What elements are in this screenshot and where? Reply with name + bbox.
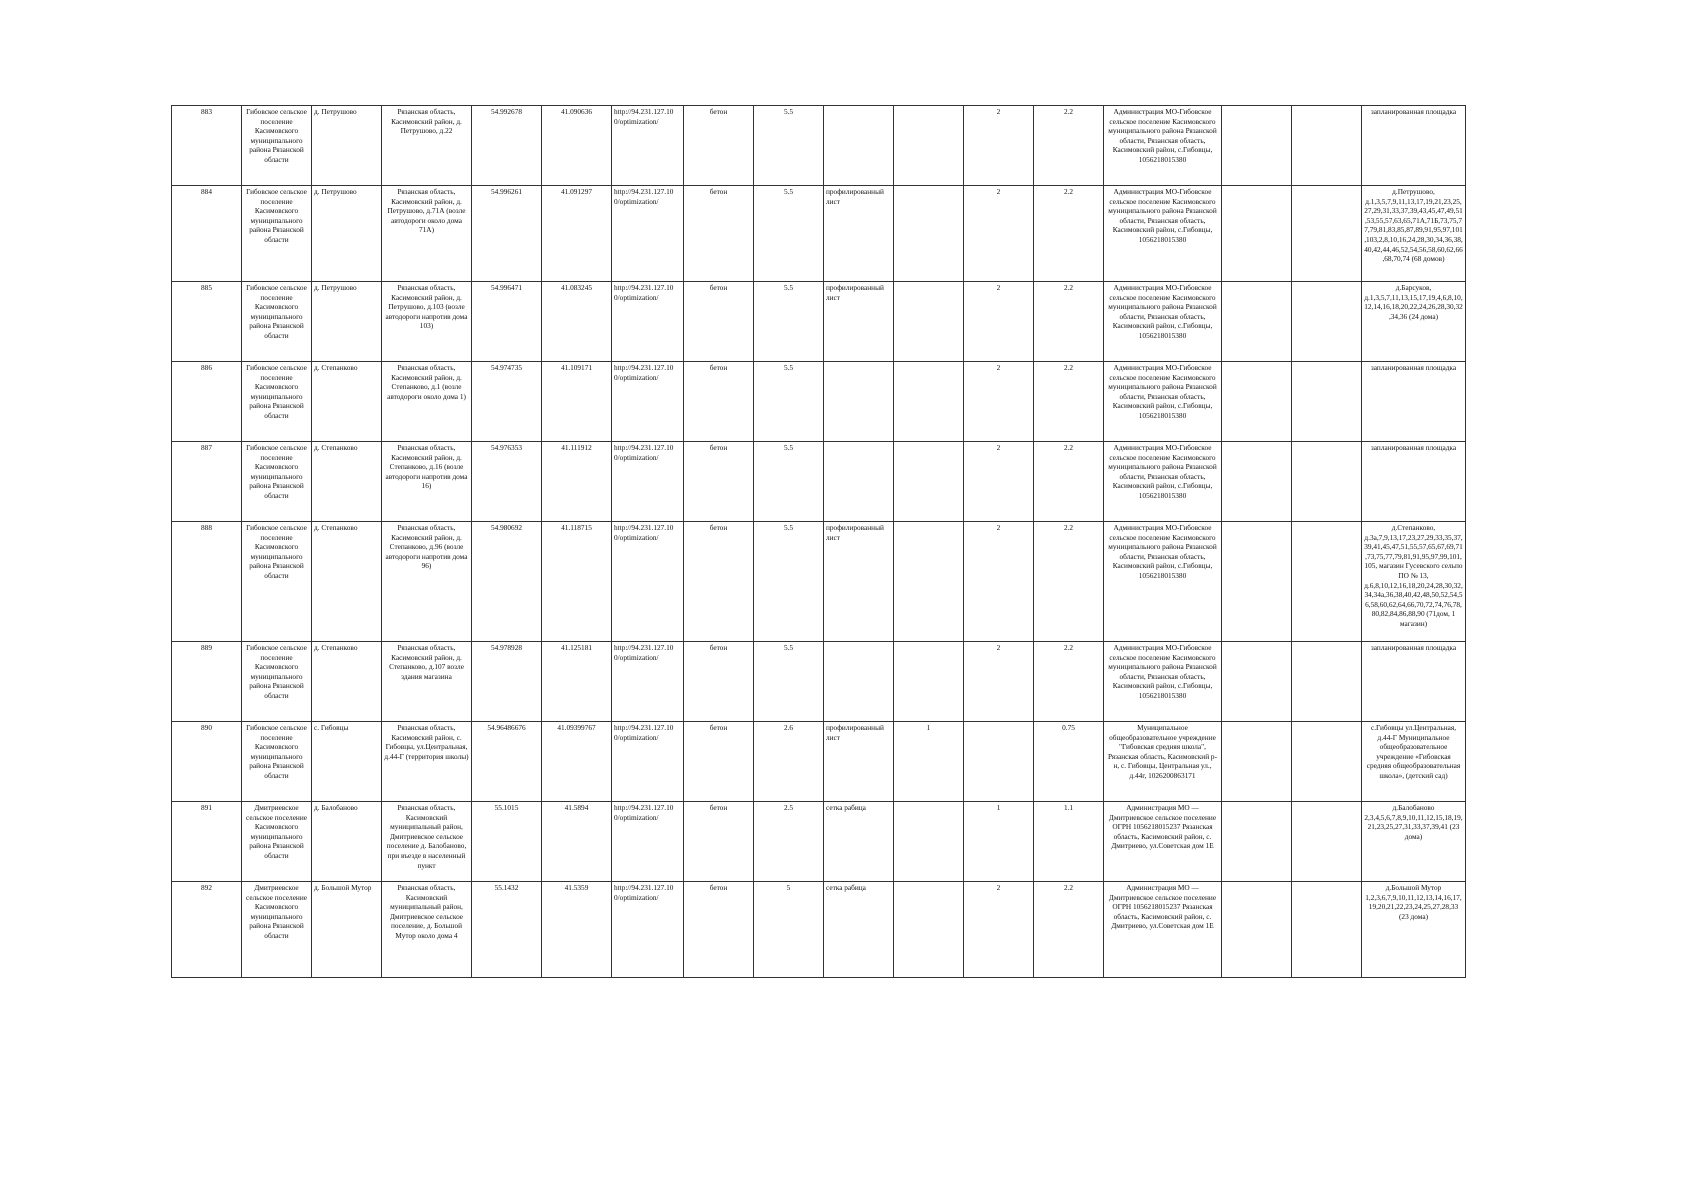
container-volume-cell: 2.2 (1034, 442, 1104, 522)
area-cell: 5.5 (754, 442, 824, 522)
containers-count-cell: 2 (964, 106, 1034, 186)
container-volume-cell: 0.75 (1034, 722, 1104, 802)
surface-cell: бетон (684, 882, 754, 978)
waste-sources-cell: д.Петрушово, д.1,3,5,7,9,11,13,17,19,21,23,25,27,29,31,33,37,39,43,45,47,49,51,53,55,57,63,65,71А,71Б,73,75,77,79,81,83,85,87,89,91,95,97,101,103,2,8,10,16,24,28,30,34,36,38,40,42,44,46,52,54,56,58,60,62,66,68,70,74 (68 домов) (1362, 186, 1466, 282)
longitude-cell: 41.09399767 (542, 722, 612, 802)
longitude-cell: 41.118715 (542, 522, 612, 642)
extra-cell-2 (1292, 722, 1362, 802)
containers-count-cell: 1 (964, 802, 1034, 882)
longitude-cell: 41.083245 (542, 282, 612, 362)
longitude-cell: 41.5359 (542, 882, 612, 978)
photo-link-cell[interactable]: http://94.231.127.10 0/optimization/ (612, 282, 684, 362)
containers-count-cell (964, 722, 1034, 802)
surface-cell: бетон (684, 522, 754, 642)
surface-cell: бетон (684, 722, 754, 802)
row-number: 891 (172, 802, 242, 882)
photo-link-cell[interactable]: http://94.231.127.10 0/optimization/ (612, 882, 684, 978)
area-cell: 2.6 (754, 722, 824, 802)
latitude-cell: 55.1015 (472, 802, 542, 882)
surface-cell: бетон (684, 106, 754, 186)
locality-cell: д. Петрушово (312, 282, 382, 362)
locality-cell: д. Большой Мутор (312, 882, 382, 978)
owner-cell: Администрация МО-Гибовское сельское поселение Касимовского муниципального района Рязанской области, Рязанская область, Касимовский район, с.Гибовцы, 1056218015380 (1104, 442, 1222, 522)
fence-cell: профилированный лист (824, 522, 894, 642)
container-volume-cell: 2.2 (1034, 882, 1104, 978)
settlement-cell: Гибовское сельское поселение Касимовского муниципального района Рязанской области (242, 282, 312, 362)
row-number: 887 (172, 442, 242, 522)
containers-planned-cell (894, 442, 964, 522)
area-cell: 5.5 (754, 186, 824, 282)
extra-cell-2 (1292, 186, 1362, 282)
table-row (172, 362, 1466, 442)
extra-cell-2 (1292, 802, 1362, 882)
containers-count-cell: 2 (964, 882, 1034, 978)
container-volume-cell: 2.2 (1034, 642, 1104, 722)
latitude-cell: 54.992678 (472, 106, 542, 186)
settlement-cell: Гибовское сельское поселение Касимовского муниципального района Рязанской области (242, 362, 312, 442)
waste-sources-cell: д.Балобаново 2,3,4,5,6,7,8,9,10,11,12,15,18,19,21,23,25,27,31,33,37,39,41 (23 дома) (1362, 802, 1466, 882)
locality-cell: д. Степанково (312, 522, 382, 642)
area-cell: 5.5 (754, 106, 824, 186)
photo-link-cell[interactable]: http://94.231.127.10 0/optimization/ (612, 642, 684, 722)
photo-link-cell[interactable]: http://94.231.127.10 0/optimization/ (612, 442, 684, 522)
waste-sources-cell: запланированная площадка (1362, 106, 1466, 186)
settlement-cell: Гибовское сельское поселение Касимовского муниципального района Рязанской области (242, 442, 312, 522)
table-row (172, 106, 1466, 186)
extra-cell-2 (1292, 106, 1362, 186)
extra-cell-2 (1292, 362, 1362, 442)
table-row (172, 282, 1466, 362)
containers-planned-cell (894, 282, 964, 362)
surface-cell: бетон (684, 282, 754, 362)
table-row (172, 722, 1466, 802)
fence-cell: сетка рабица (824, 802, 894, 882)
settlement-cell: Гибовское сельское поселение Касимовского муниципального района Рязанской области (242, 722, 312, 802)
table-row (172, 186, 1466, 282)
locality-cell: д. Петрушово (312, 186, 382, 282)
longitude-cell: 41.091297 (542, 186, 612, 282)
containers-planned-cell (894, 642, 964, 722)
owner-cell: Муниципальное общеобразовательное учреждение "Гибовская средняя школа", Рязанская область, Касимовский р-н, с. Гибовцы, Центральная ул., д.44г, 1026200863171 (1104, 722, 1222, 802)
locality-cell: д. Степанково (312, 642, 382, 722)
locality-cell: д. Балобаново (312, 802, 382, 882)
row-number: 888 (172, 522, 242, 642)
settlement-cell: Гибовское сельское поселение Касимовского муниципального района Рязанской области (242, 642, 312, 722)
extra-cell-2 (1292, 522, 1362, 642)
container-volume-cell: 2.2 (1034, 186, 1104, 282)
containers-count-cell: 2 (964, 522, 1034, 642)
fence-cell: сетка рабица (824, 882, 894, 978)
waste-sources-cell: запланированная площадка (1362, 362, 1466, 442)
owner-cell: Администрация МО — Дмитриевское сельское поселение ОГРН 1056218015237 Рязанская область, Касимовский район, с. Дмитриево, ул.Советская дом 1Е (1104, 882, 1222, 978)
extra-cell (1222, 802, 1292, 882)
registry-sheet (171, 105, 1466, 978)
containers-count-cell: 2 (964, 442, 1034, 522)
area-cell: 5.5 (754, 282, 824, 362)
photo-link-cell[interactable]: http://94.231.127.10 0/optimization/ (612, 362, 684, 442)
containers-planned-cell (894, 362, 964, 442)
owner-cell: Администрация МО-Гибовское сельское поселение Касимовского муниципального района Рязанской области, Рязанская область, Касимовский район, с.Гибовцы, 1056218015380 (1104, 642, 1222, 722)
surface-cell: бетон (684, 642, 754, 722)
waste-sources-cell: д.Степанково, д.3а,7,9,13,17,23,27,29,33,35,37,39,41,45,47,51,55,57,65,67,69,71,73,75,77,79,81,91,95,97,99,101,105, магазин Гусевского сельпо ПО № 13, д.6,8,10,12,16,18,20,24,28,30,32,34,34а,36,38,40,42,48,50,52,54,56,58,60,62,64,66,70,72,74,76,78,80,82,84,86,88,90 (71дом, 1 магазин) (1362, 522, 1466, 642)
waste-sources-cell: с.Гибовцы ул.Центральная, д.44-Г Муниципальное общеобразовательное учреждение «Гибовская средняя общеобразовательная школа», (детский сад) (1362, 722, 1466, 802)
settlement-cell: Гибовское сельское поселение Касимовского муниципального района Рязанской области (242, 522, 312, 642)
container-volume-cell: 2.2 (1034, 106, 1104, 186)
waste-sources-cell: запланированная площадка (1362, 642, 1466, 722)
address-cell: Рязанская область, Касимовский район, д. Петрушово, д.103 (возле автодороги напротив дома 103) (382, 282, 472, 362)
table-row (172, 522, 1466, 642)
extra-cell (1222, 722, 1292, 802)
table-row (172, 802, 1466, 882)
fence-cell: профилированный лист (824, 186, 894, 282)
surface-cell: бетон (684, 362, 754, 442)
area-cell: 5 (754, 882, 824, 978)
owner-cell: Администрация МО-Гибовское сельское поселение Касимовского муниципального района Рязанской области, Рязанская область, Касимовский район, с.Гибовцы, 1056218015380 (1104, 106, 1222, 186)
longitude-cell: 41.125181 (542, 642, 612, 722)
settlement-cell: Дмитриевское сельское поселение Касимовского муниципального района Рязанской области (242, 882, 312, 978)
address-cell: Рязанская область, Касимовский район, д. Степанково, д.1 (возле автодороги около дома 1) (382, 362, 472, 442)
extra-cell-2 (1292, 882, 1362, 978)
photo-link-cell[interactable]: http://94.231.127.10 0/optimization/ (612, 802, 684, 882)
latitude-cell: 54.996261 (472, 186, 542, 282)
fence-cell (824, 642, 894, 722)
owner-cell: Администрация МО-Гибовское сельское поселение Касимовского муниципального района Рязанской области, Рязанская область, Касимовский район, с.Гибовцы, 1056218015380 (1104, 186, 1222, 282)
extra-cell-2 (1292, 442, 1362, 522)
container-volume-cell: 2.2 (1034, 522, 1104, 642)
containers-planned-cell (894, 522, 964, 642)
extra-cell (1222, 362, 1292, 442)
container-volume-cell: 2.2 (1034, 282, 1104, 362)
containers-planned-cell (894, 186, 964, 282)
settlement-cell: Дмитриевское сельское поселение Касимовского муниципального района Рязанской области (242, 802, 312, 882)
table-row (172, 442, 1466, 522)
extra-cell (1222, 282, 1292, 362)
surface-cell: бетон (684, 802, 754, 882)
extra-cell (1222, 186, 1292, 282)
owner-cell: Администрация МО-Гибовское сельское поселение Касимовского муниципального района Рязанской области, Рязанская область, Касимовский район, с.Гибовцы, 1056218015380 (1104, 282, 1222, 362)
latitude-cell: 55.1432 (472, 882, 542, 978)
row-number: 889 (172, 642, 242, 722)
address-cell: Рязанская область, Касимовский район, д. Степанково, д.96 (возле автодороги напротив дома 96) (382, 522, 472, 642)
owner-cell: Администрация МО — Дмитриевское сельское поселение ОГРН 1056218015237 Рязанская область, Касимовский район, с. Дмитриево, ул.Советская дом 1Е (1104, 802, 1222, 882)
row-number: 884 (172, 186, 242, 282)
extra-cell (1222, 882, 1292, 978)
registry-rows (172, 106, 1466, 978)
address-cell: Рязанская область, Касимовский муниципальный район, Дмитриевское сельское поселение д. Балобаново, при въезде в населенный пункт (382, 802, 472, 882)
longitude-cell: 41.109171 (542, 362, 612, 442)
area-cell: 2.5 (754, 802, 824, 882)
longitude-cell: 41.111912 (542, 442, 612, 522)
extra-cell (1222, 442, 1292, 522)
containers-count-cell: 2 (964, 362, 1034, 442)
address-cell: Рязанская область, Касимовский район, д. Петрушово, д.22 (382, 106, 472, 186)
containers-planned-cell (894, 802, 964, 882)
container-volume-cell: 2.2 (1034, 362, 1104, 442)
containers-count-cell: 2 (964, 282, 1034, 362)
fence-cell: профилированный лист (824, 282, 894, 362)
containers-count-cell: 2 (964, 186, 1034, 282)
row-number: 886 (172, 362, 242, 442)
fence-cell (824, 362, 894, 442)
address-cell: Рязанская область, Касимовский район, д. Петрушово, д.71А (возле автодороги около дома 71А) (382, 186, 472, 282)
container-volume-cell: 1.1 (1034, 802, 1104, 882)
fence-cell (824, 442, 894, 522)
locality-cell: с. Гибовцы (312, 722, 382, 802)
longitude-cell: 41.5894 (542, 802, 612, 882)
photo-link-cell[interactable]: http://94.231.127.10 0/optimization/ (612, 186, 684, 282)
locality-cell: д. Степанково (312, 442, 382, 522)
row-number: 883 (172, 106, 242, 186)
extra-cell-2 (1292, 282, 1362, 362)
photo-link-cell[interactable]: http://94.231.127.10 0/optimization/ (612, 722, 684, 802)
settlement-cell: Гибовское сельское поселение Касимовского муниципального района Рязанской области (242, 106, 312, 186)
area-cell: 5.5 (754, 362, 824, 442)
containers-planned-cell (894, 882, 964, 978)
owner-cell: Администрация МО-Гибовское сельское поселение Касимовского муниципального района Рязанской области, Рязанская область, Касимовский район, с.Гибовцы, 1056218015380 (1104, 522, 1222, 642)
extra-cell (1222, 522, 1292, 642)
photo-link-cell[interactable]: http://94.231.127.10 0/optimization/ (612, 522, 684, 642)
waste-sites-registry-table (171, 105, 1466, 978)
waste-sources-cell: запланированная площадка (1362, 442, 1466, 522)
area-cell: 5.5 (754, 642, 824, 722)
address-cell: Рязанская область, Касимовский район, д. Степанково, д.107 возле здания магазина (382, 642, 472, 722)
row-number: 892 (172, 882, 242, 978)
containers-count-cell: 2 (964, 642, 1034, 722)
extra-cell (1222, 106, 1292, 186)
extra-cell (1222, 642, 1292, 722)
table-row (172, 642, 1466, 722)
locality-cell: д. Петрушово (312, 106, 382, 186)
table-row (172, 882, 1466, 978)
waste-sources-cell: д.Большой Мутор 1,2,3,6,7,9,10,11,12,13,14,16,17,19,20,21,22,23,24,25,27,28,33 (23 дома) (1362, 882, 1466, 978)
latitude-cell: 54.978928 (472, 642, 542, 722)
containers-planned-cell (894, 106, 964, 186)
address-cell: Рязанская область, Касимовский муниципальный район, Дмитриевское сельское поселение, д. Большой Мутор около дома 4 (382, 882, 472, 978)
extra-cell-2 (1292, 642, 1362, 722)
longitude-cell: 41.090636 (542, 106, 612, 186)
photo-link-cell[interactable]: http://94.231.127.10 0/optimization/ (612, 106, 684, 186)
surface-cell: бетон (684, 186, 754, 282)
latitude-cell: 54.980692 (472, 522, 542, 642)
locality-cell: д. Степанково (312, 362, 382, 442)
address-cell: Рязанская область, Касимовский район, д. Степанково, д.16 (возле автодороги напротив дома 16) (382, 442, 472, 522)
row-number: 885 (172, 282, 242, 362)
latitude-cell: 54.976353 (472, 442, 542, 522)
fence-cell (824, 106, 894, 186)
address-cell: Рязанская область, Касимовский район, с. Гибовцы, ул.Центральная, д.44-Г (территория школы) (382, 722, 472, 802)
latitude-cell: 54.96486676 (472, 722, 542, 802)
containers-planned-cell: 1 (894, 722, 964, 802)
waste-sources-cell: д.Барсуков, д.1,3,5,7,11,13,15,17,19,4,6,8,10,12,14,16,18,20,22,24,26,28,30,32,34,36 (24 дома) (1362, 282, 1466, 362)
surface-cell: бетон (684, 442, 754, 522)
latitude-cell: 54.974735 (472, 362, 542, 442)
fence-cell: профилированный лист (824, 722, 894, 802)
area-cell: 5.5 (754, 522, 824, 642)
latitude-cell: 54.996471 (472, 282, 542, 362)
settlement-cell: Гибовское сельское поселение Касимовского муниципального района Рязанской области (242, 186, 312, 282)
row-number: 890 (172, 722, 242, 802)
owner-cell: Администрация МО-Гибовское сельское поселение Касимовского муниципального района Рязанской области, Рязанская область, Касимовский район, с.Гибовцы, 1056218015380 (1104, 362, 1222, 442)
